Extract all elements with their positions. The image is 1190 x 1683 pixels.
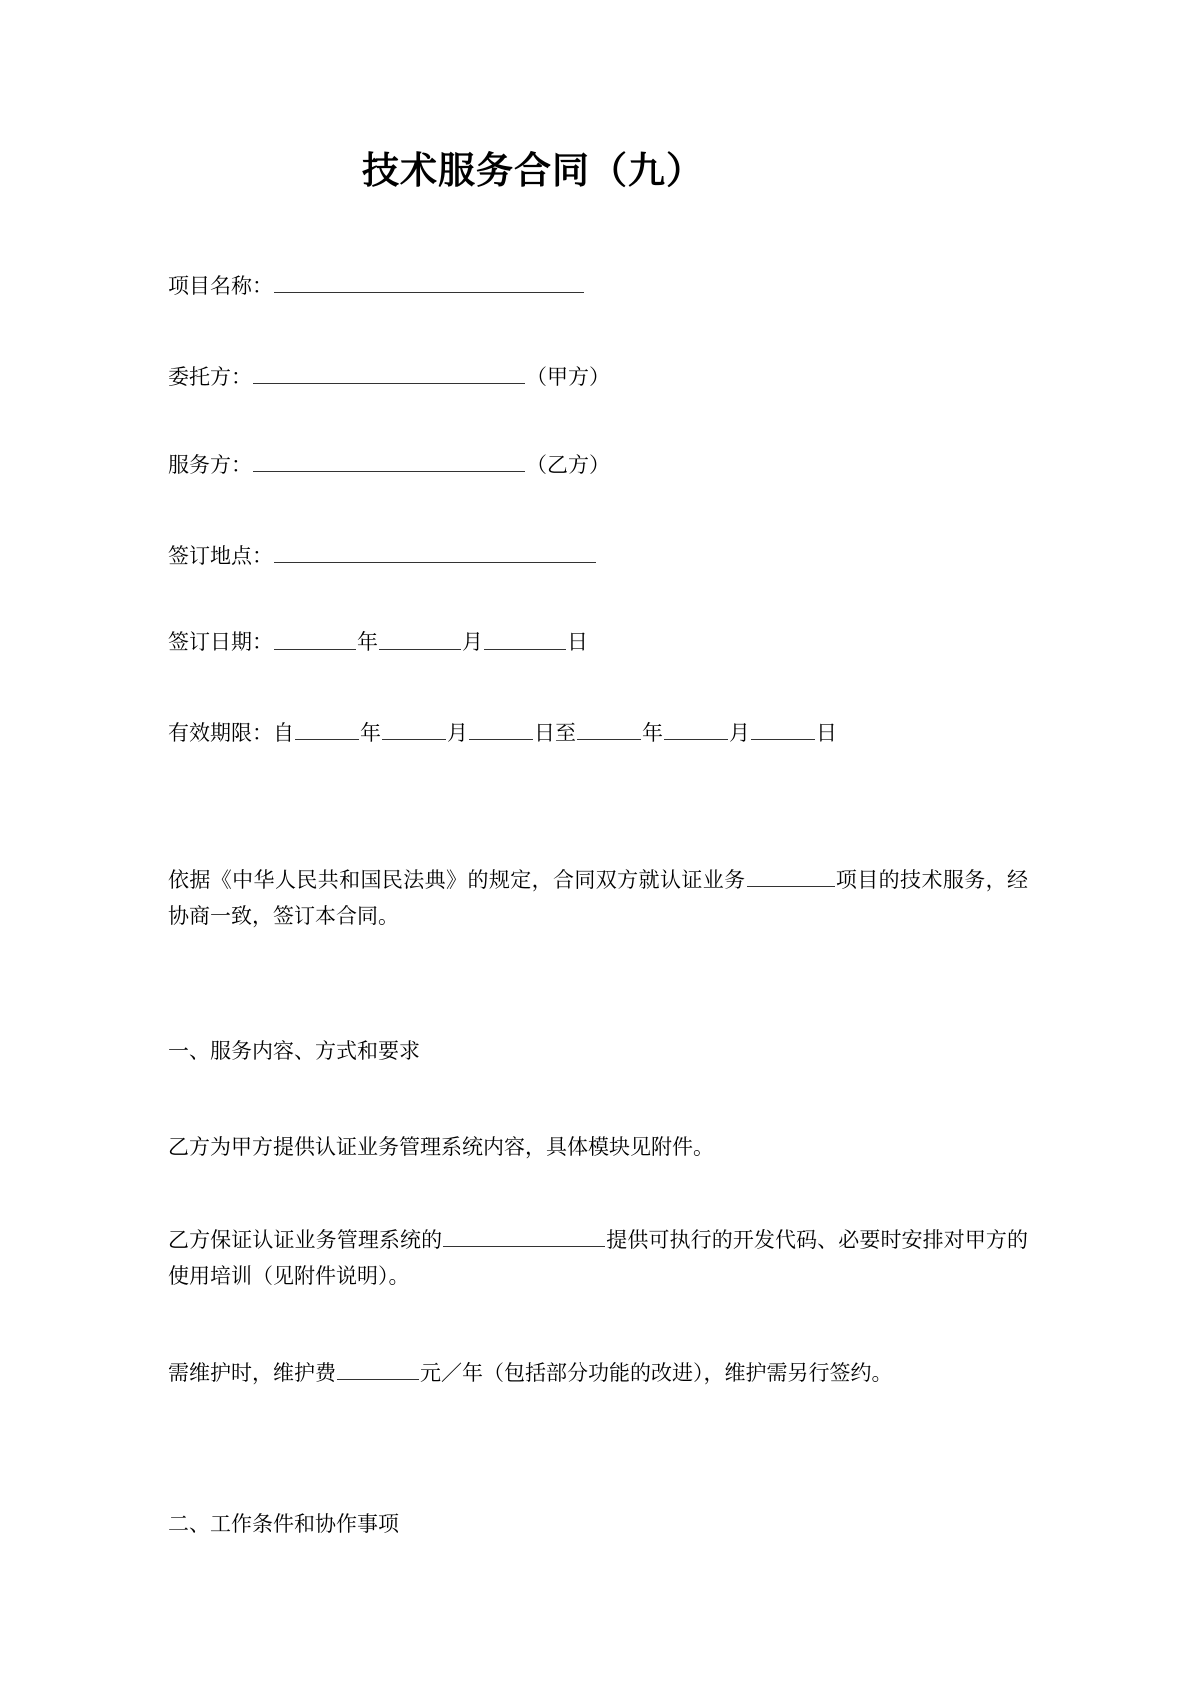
field-label-project-name: 项目名称： [168, 274, 273, 299]
field-signing-place [168, 540, 1028, 573]
section-one-paragraph-2 [168, 1222, 1028, 1296]
paragraph-2-part2: 提供可执行的开发代码、必要时安排对甲方的使用培训（见附件说明）。 [168, 1227, 1029, 1289]
document-body [168, 0, 1028, 1541]
blank-to-year[interactable] [577, 717, 641, 740]
blank-sign-year[interactable] [274, 626, 356, 649]
unit-day-to: 日 [816, 721, 837, 746]
spacer [168, 482, 1028, 540]
unit-month-from: 月 [447, 721, 468, 746]
blank-from-day[interactable] [469, 717, 533, 740]
section-heading-two: 二、工作条件和协作事项 [168, 1511, 399, 1536]
spacer [168, 196, 1028, 270]
valid-to-word: 至 [555, 721, 576, 746]
preamble-paragraph [168, 862, 1028, 936]
field-client [168, 361, 1028, 394]
blank-from-month[interactable] [382, 717, 446, 740]
field-project-name [168, 270, 1028, 303]
spacer [168, 1166, 1028, 1222]
paragraph-3-part2: 元／年（包括部分功能的改进），维护需另行签约。 [420, 1361, 893, 1385]
preamble-text-part2: 项目的技术服务，经协商一致，签订本合同。 [168, 867, 1028, 929]
spacer [168, 1295, 1028, 1355]
field-valid-period [168, 717, 1028, 750]
spacer [168, 935, 1028, 1035]
section-one-paragraph-3 [168, 1355, 1028, 1392]
field-label-client: 委托方： [168, 364, 252, 389]
blank-system-guarantee[interactable] [443, 1223, 605, 1246]
unit-year-from: 年 [360, 721, 381, 746]
valid-from-prefix: 自 [273, 721, 294, 746]
blank-from-year[interactable] [295, 717, 359, 740]
paragraph-2-part1: 乙方保证认证业务管理系统的 [168, 1227, 443, 1252]
paragraph-3-part1: 需维护时，维护费 [168, 1361, 336, 1385]
blank-to-day[interactable] [751, 717, 815, 740]
spacer [168, 303, 1028, 361]
spacer [168, 659, 1028, 717]
field-label-service-provider: 服务方： [168, 453, 252, 478]
spacer [168, 750, 1028, 862]
field-signing-date [168, 626, 1028, 659]
section-one-paragraph-1: 乙方为甲方提供认证业务管理系统内容，具体模块见附件。 [168, 1134, 714, 1159]
field-label-signing-place: 签订地点： [168, 543, 273, 568]
blank-preamble-project[interactable] [747, 864, 835, 887]
blank-maintenance-fee[interactable] [337, 1357, 419, 1380]
section-heading-one: 一、服务内容、方式和要求 [168, 1039, 420, 1064]
page-title: 技术服务合同（九） [362, 151, 704, 192]
spacer [168, 1392, 1028, 1508]
blank-sign-month[interactable] [379, 626, 461, 649]
field-label-signing-date: 签订日期： [168, 630, 273, 655]
spacer [168, 393, 1028, 449]
spacer [168, 1069, 1028, 1129]
unit-day-from: 日 [534, 721, 555, 746]
blank-service-provider[interactable] [253, 449, 525, 472]
unit-day: 日 [567, 630, 588, 655]
blank-to-month[interactable] [664, 717, 728, 740]
unit-year: 年 [357, 630, 378, 655]
field-service-provider [168, 449, 1028, 482]
blank-project-name[interactable] [274, 270, 584, 293]
unit-month: 月 [462, 630, 483, 655]
unit-month-to: 月 [729, 721, 750, 746]
blank-client[interactable] [253, 361, 525, 384]
field-suffix-service-provider: （乙方） [526, 453, 610, 478]
blank-sign-day[interactable] [484, 626, 566, 649]
spacer [168, 572, 1028, 626]
preamble-text-part1: 依据《中华人民共和国民法典》的规定，合同双方就认证业务 [168, 867, 746, 892]
field-label-valid-period: 有效期限： [168, 721, 273, 746]
unit-year-to: 年 [642, 721, 663, 746]
blank-signing-place[interactable] [274, 540, 596, 563]
field-suffix-client: （甲方） [526, 364, 610, 389]
